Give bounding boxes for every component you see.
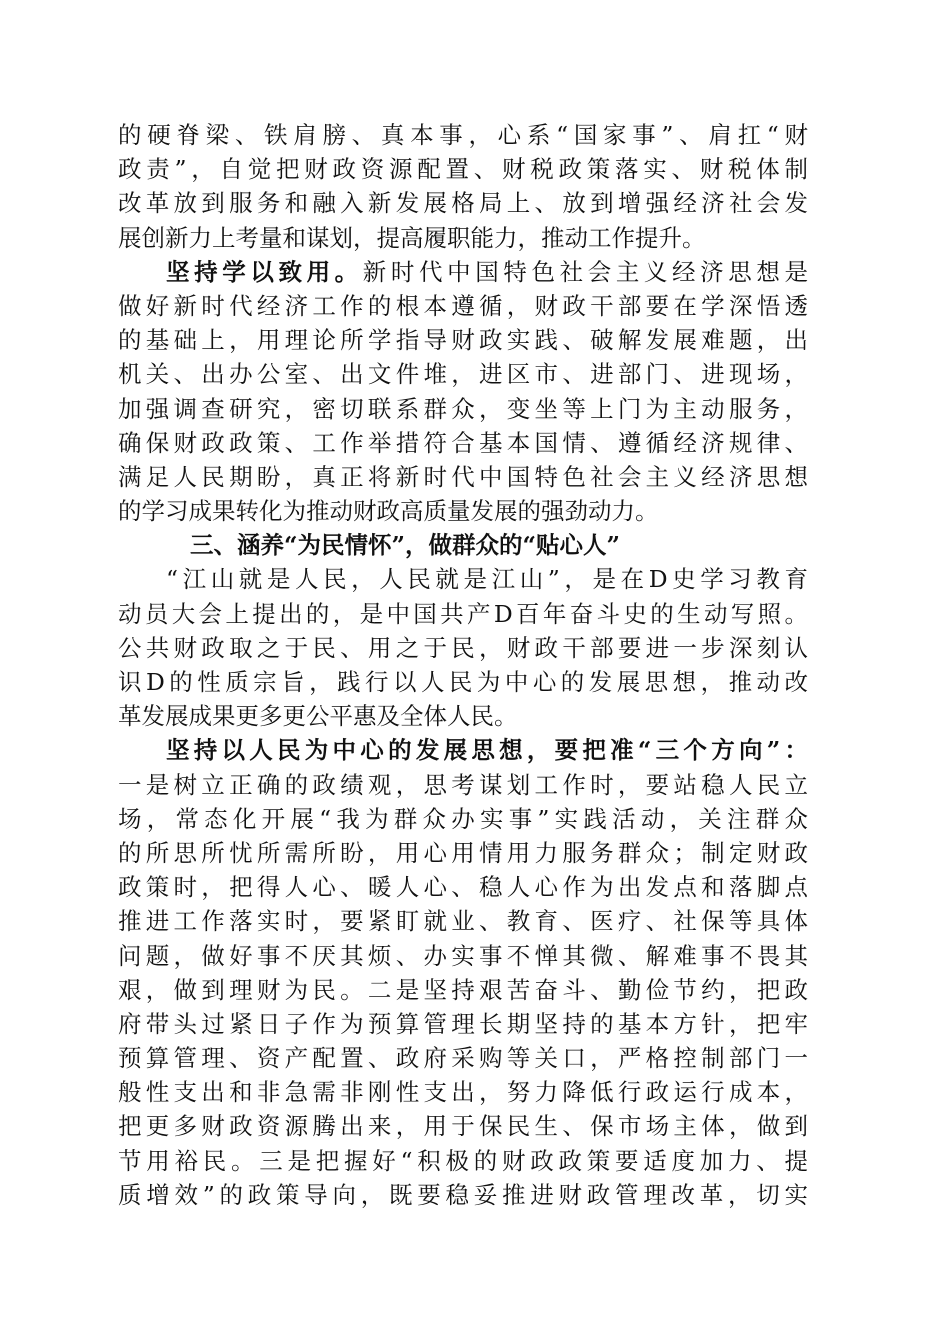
text-line: 满足人民期盼，真正将新时代中国特色社会主义经济思想 (118, 462, 808, 491)
text-line: “江山就是人民，人民就是江山”，是在D史学习教育 (166, 565, 808, 594)
text-line: 改革放到服务和融入新发展格局上、放到增强经济社会发 (118, 189, 808, 218)
paragraph (118, 733, 808, 1212)
text-line: 加强调查研究，密切联系群众，变坐等上门为主动服务， (118, 394, 808, 423)
text-line: 的所思所忧所需所盼，用心用情用力服务群众；制定财政 (118, 838, 808, 867)
text-line: 做好新时代经济工作的根本遵循，财政干部要在学深悟透 (118, 291, 808, 320)
document-page (118, 118, 808, 1212)
text-line: 识D的性质宗旨，践行以人民为中心的发展思想，推动改 (118, 668, 808, 696)
text-line: 般性支出和非急需非刚性支出，努力降低行政运行成本， (118, 1078, 808, 1107)
text-line: 政责”，自觉把财政资源配置、财税政策落实、财税体制 (118, 155, 808, 184)
paragraph (118, 562, 808, 733)
text-line: 确保财政政策、工作举措符合基本国情、遵循经济规律、 (118, 428, 808, 457)
text-line: 问题，做好事不厌其烦、办实事不惮其微、解难事不畏其 (118, 941, 808, 970)
text-line (118, 255, 808, 289)
text-line: 的学习成果转化为推动财政高质量发展的强劲动力。 (118, 497, 659, 526)
text-line: 预算管理、资产配置、政府采购等关口，严格控制部门一 (118, 1044, 808, 1073)
text-line: 公共财政取之于民、用之于民，财政干部要进一步深刻认 (118, 633, 808, 662)
text-line: 的基础上，用理论所学指导财政实践、破解发展难题，出 (118, 326, 808, 355)
text-line: 政策时，把得人心、暖人心、稳人心作为出发点和落脚点 (118, 873, 808, 902)
paragraph (118, 255, 808, 529)
paragraph (118, 118, 808, 255)
text-run: 新时代中国特色社会主义经济思想是 (362, 257, 809, 286)
text-line: 推进工作落实时，要紧盯就业、教育、医疗、社保等具体 (118, 907, 808, 936)
text-line: 革发展成果更多更公平惠及全体人民。 (118, 702, 518, 731)
bold-lead: 坚持学以致用。 (166, 257, 363, 286)
text-line (118, 733, 808, 767)
section-heading: 三、涵养“为民情怀”，做群众的“贴心人” (190, 531, 621, 560)
text-line: 场，常态化开展“我为群众办实事”实践活动，关注群众 (118, 804, 808, 833)
text-line: 一是树立正确的政绩观，思考谋划工作时，要站稳人民立 (118, 770, 808, 799)
bold-lead: 坚持以人民为中心的发展思想，要把准“三个方向”： (166, 736, 808, 765)
text-line: 的硬脊梁、铁肩膀、真本事，心系“国家事”、肩扛“财 (118, 121, 808, 149)
text-line: 府带头过紧日子作为预算管理长期坚持的基本方针，把牢 (118, 1009, 808, 1038)
text-line: 质增效”的政策导向，既要稳妥推进财政管理改革，切实 (118, 1180, 808, 1209)
text-line: 艰，做到理财为民。二是坚持艰苦奋斗、勤俭节约，把政 (118, 975, 808, 1004)
text-line: 展创新力上考量和谋划，提高履职能力，推动工作提升。 (118, 223, 706, 252)
text-line: 动员大会上提出的，是中国共产D百年奋斗史的生动写照。 (118, 599, 808, 628)
text-line: 节用裕民。三是把握好“积极的财政政策要适度加力、提 (118, 1146, 808, 1175)
text-line: 把更多财政资源腾出来，用于保民生、保市场主体，做到 (118, 1112, 808, 1141)
text-line: 机关、出办公室、出文件堆，进区市、进部门、进现场， (118, 360, 808, 389)
